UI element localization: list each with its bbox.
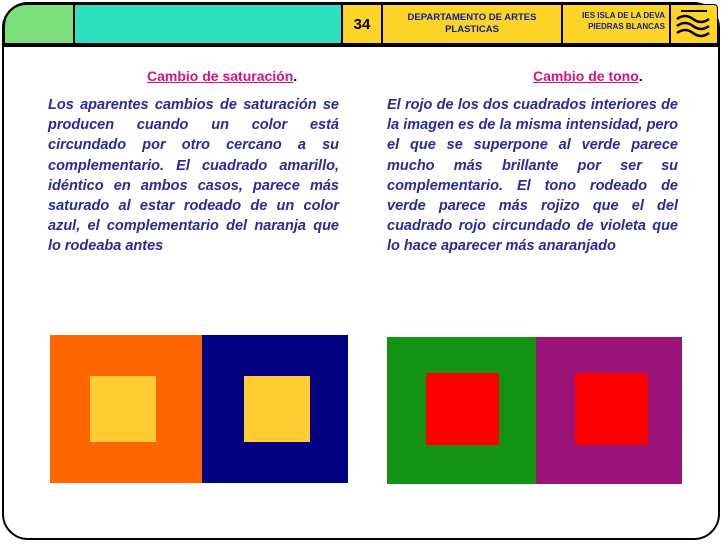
header-green-cell bbox=[4, 4, 74, 44]
school-label bbox=[562, 4, 670, 44]
school-logo bbox=[670, 4, 718, 44]
department-label bbox=[382, 4, 562, 44]
yellow-inner-square-left bbox=[90, 376, 156, 442]
left-paragraph: Los aparentes cambios de saturación se producen cuando un color está circundado por otro cercano a su complementario. El cuadrado amarillo, idéntico en ambos casos, parece más saturado al estar rodeado de un color azul, el complementario del naranja que lo rodeaba antes bbox=[48, 97, 339, 255]
right-title-text: Cambio de tono bbox=[533, 68, 639, 84]
wave-logo-icon bbox=[671, 5, 717, 43]
right-paragraph: El rojo de los dos cuadrados interiores de la imagen es de la misma intensidad, pero el que se superpone al verde parece mucho más brillante por ser su complementario. El tono rodeado de verde parece más rojizo que el del cuadrado rojo circundado de violeta que lo hace aparecer más anaranjado bbox=[387, 97, 678, 255]
page-number: 34 bbox=[342, 4, 382, 44]
right-title: Cambio de tono. bbox=[533, 68, 643, 84]
yellow-inner-square-right bbox=[244, 376, 310, 442]
left-title-text: Cambio de saturación bbox=[147, 68, 294, 84]
red-inner-square-left bbox=[426, 373, 499, 445]
department-line1: DEPARTAMENTO DE ARTES bbox=[407, 12, 537, 23]
header-teal-cell bbox=[74, 4, 342, 44]
school-line1: IES ISLA DE LA DEVA bbox=[582, 11, 665, 20]
red-inner-square-right bbox=[575, 373, 648, 445]
header-bar bbox=[0, 0, 728, 47]
left-title: Cambio de saturación. bbox=[147, 68, 298, 84]
department-line2: PLASTICAS bbox=[445, 24, 499, 35]
header-divider bbox=[4, 44, 718, 47]
school-line2: PIEDRAS BLANCAS bbox=[588, 22, 665, 31]
